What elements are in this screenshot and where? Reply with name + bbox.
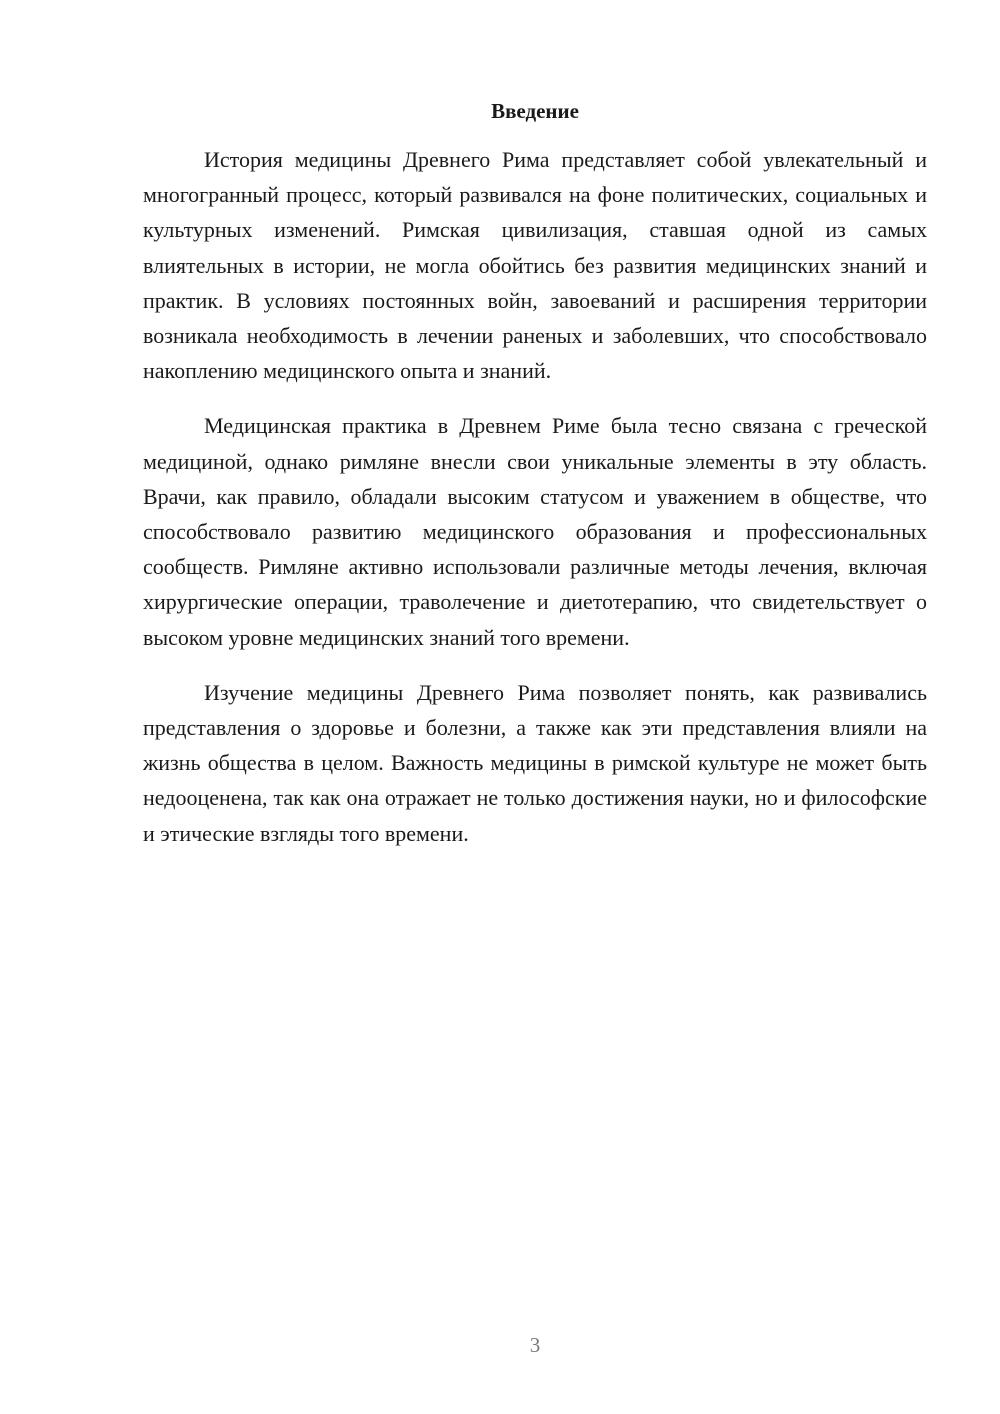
page-number: 3 xyxy=(529,1333,541,1357)
section-title: Введение xyxy=(491,99,579,123)
body-text xyxy=(143,142,927,871)
paragraph: Медицинская практика в Древнем Риме была тесно связана с греческой медициной, однако римляне внесли свои уникальные элементы в эту область. Врачи, как правило, обладали высоким статусом и уважением в обществе, что способствовало развитию медицинского образования и профессиональных сообществ. Римляне активно использовали различные методы лечения, включая хирургические операции, траволечение и диетотерапию, что свидетельствует о высоком уровне медицинских знаний того времени. xyxy=(143,413,927,650)
paragraph: Изучение медицины Древнего Рима позволяет понять, как развивались представления о здоровье и болезни, а также как эти представления влияли на жизнь общества в целом. Важность медицины в римской культуре не может быть недооценена, так как она отражает не только достижения науки, но и философские и этические взгляды того времени. xyxy=(143,679,927,846)
paragraph: История медицины Древнего Рима представляет собой увлекательный и многогранный процесс, который развивался на фоне политических, социальных и культурных изменений. Римская цивилизация, ставшая одной из самых влиятельных в истории, не могла обойтись без развития медицинских знаний и практик. В условиях постоянных войн, завоеваний и расширения территории возникала необходимость в лечении раненых и заболевших, что способствовало накоплению медицинского опыта и знаний. xyxy=(143,147,927,384)
